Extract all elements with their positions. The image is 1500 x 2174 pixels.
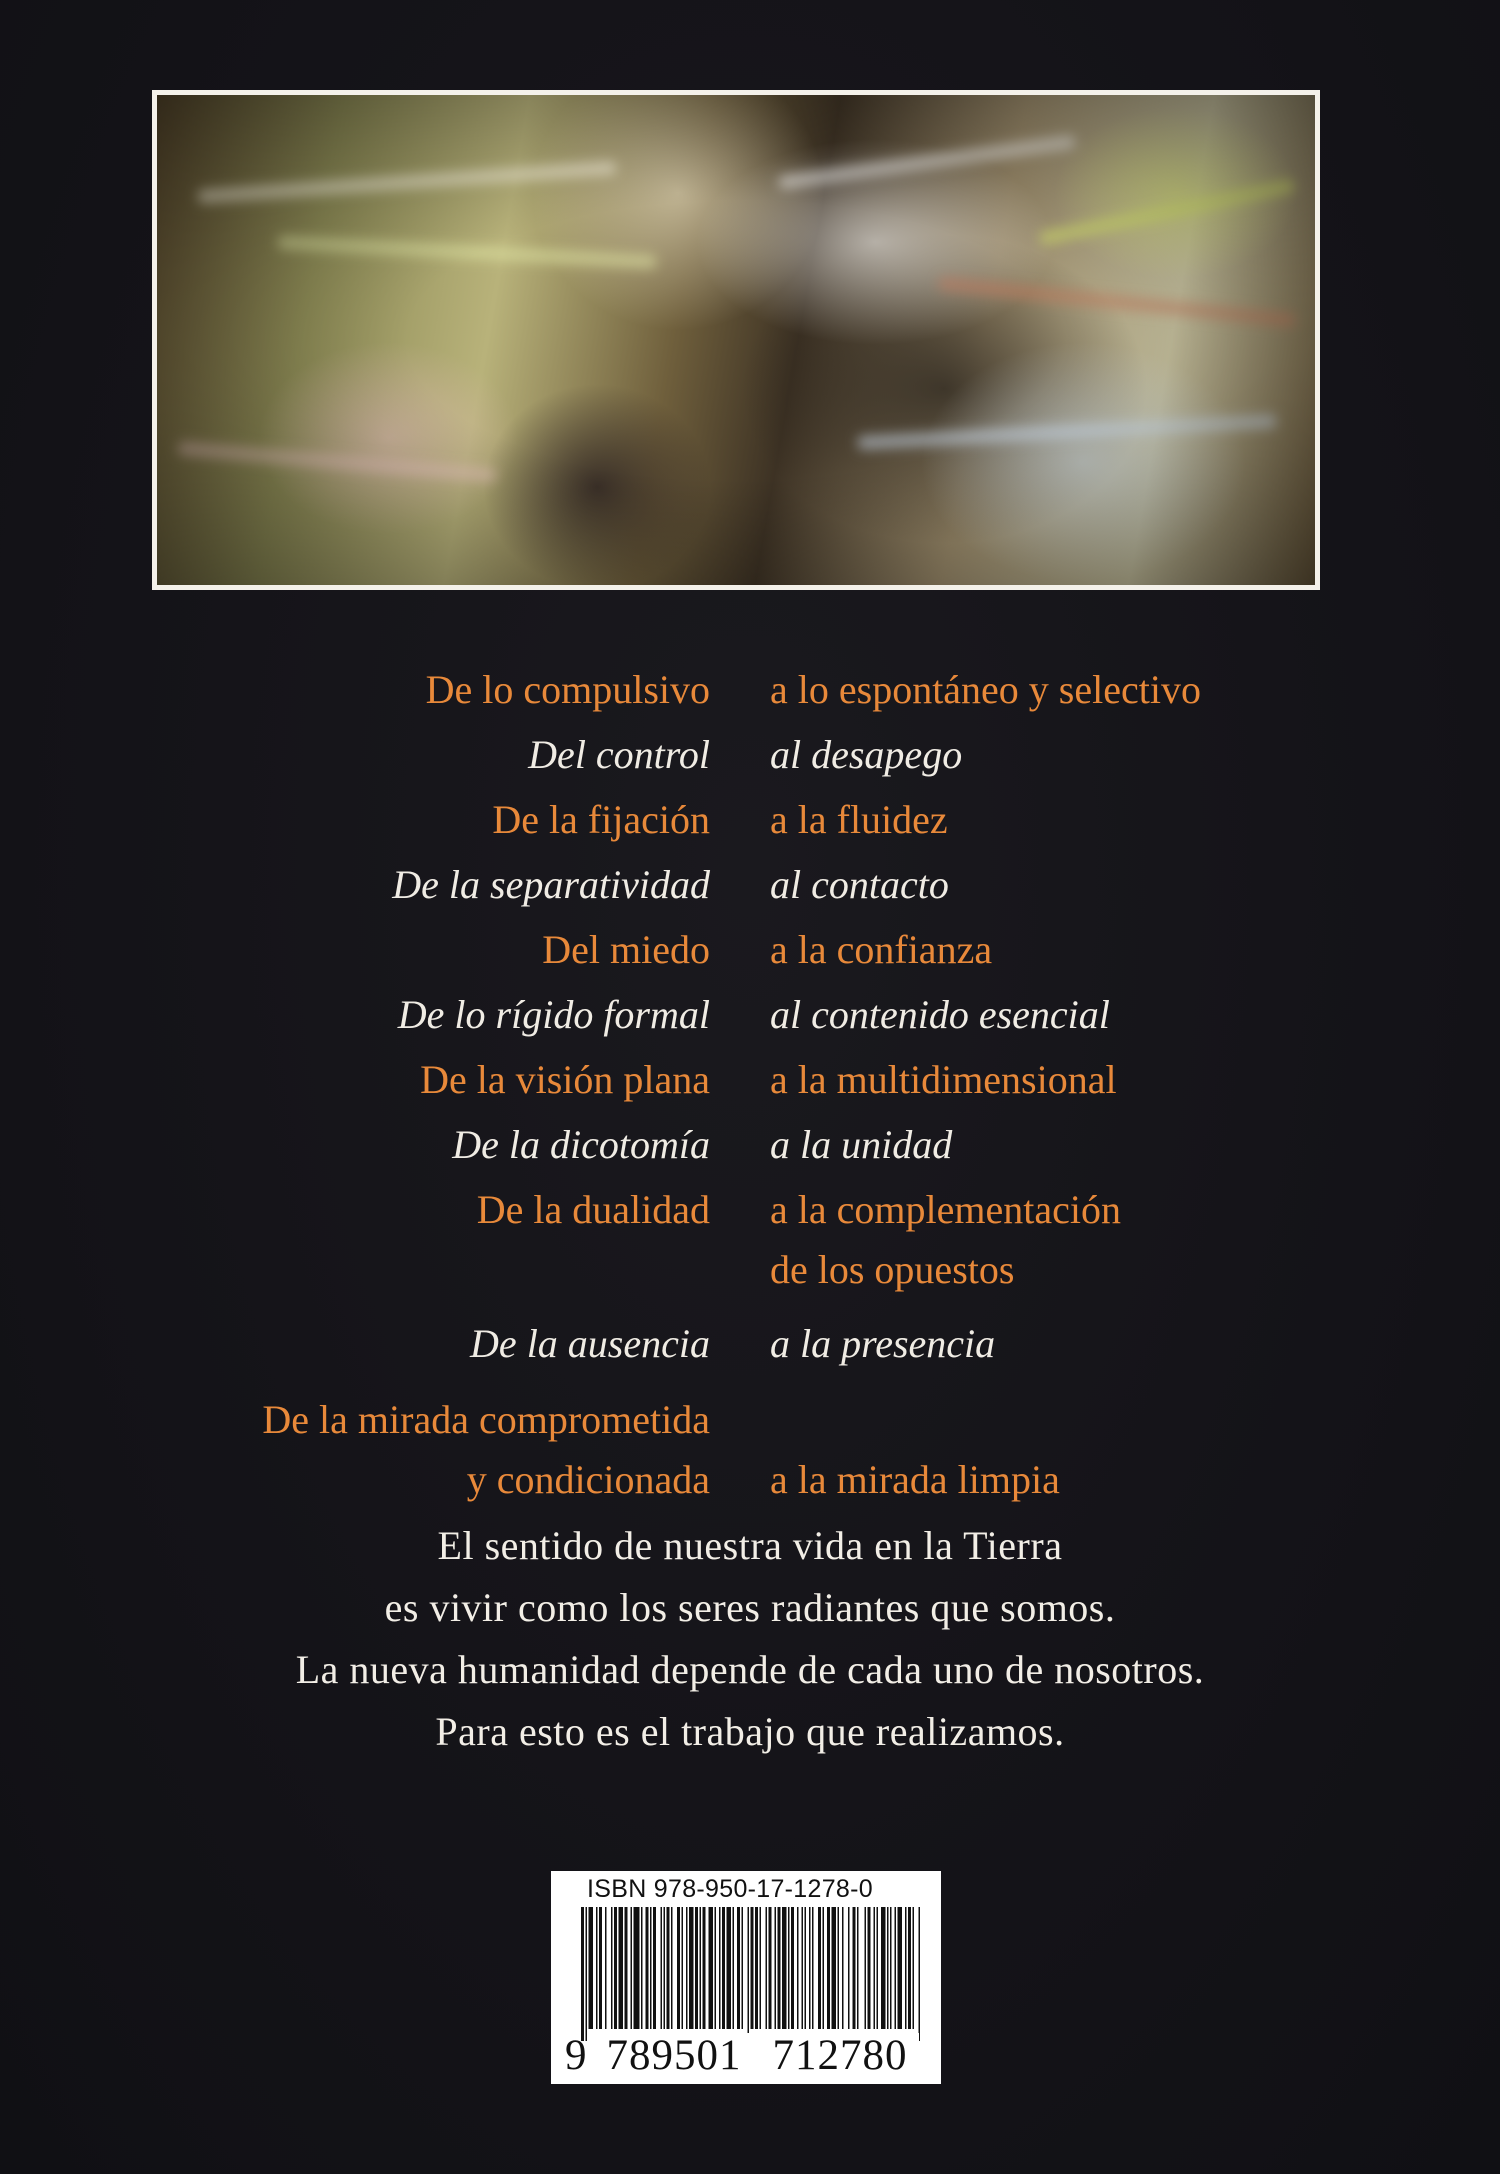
barcode-bar	[661, 1907, 663, 2029]
barcode-bar	[832, 1907, 837, 2029]
transformation-from: De lo compulsivo	[425, 667, 710, 712]
transformation-to	[770, 1115, 952, 1175]
barcode-bar	[842, 1907, 844, 2029]
transformation-from: De la dualidad	[476, 1187, 710, 1232]
barcode-bar	[913, 1907, 915, 2029]
transformation-to	[770, 1314, 995, 1374]
barcode-bar	[881, 1907, 886, 2029]
transformation-to	[770, 725, 962, 785]
barcode-bar	[686, 1907, 688, 2029]
transformation-to	[770, 1450, 1060, 1510]
barcode-bar	[667, 1907, 670, 2029]
barcode-bar	[689, 1907, 694, 2029]
barcode-bar	[715, 1907, 717, 2029]
barcode-digit-group: 789501	[595, 2033, 753, 2079]
transformation-to-line: al contacto	[770, 862, 949, 907]
barcode-bar	[722, 1907, 725, 2029]
barcode-bar	[664, 1907, 666, 2029]
transformation-to-line: al contenido esencial	[770, 992, 1110, 1037]
transformation-to-line: a la presencia	[770, 1321, 996, 1366]
barcode-bar	[671, 1907, 673, 2029]
barcode-bar	[769, 1907, 772, 2029]
barcode-bar	[853, 1907, 856, 2029]
barcode-bar	[677, 1907, 680, 2029]
barcode-bars	[563, 1907, 929, 2041]
barcode-bar	[641, 1907, 643, 2029]
transformation-from: De la dicotomía	[452, 1122, 710, 1167]
barcode-bar	[625, 1907, 628, 2029]
closing-line: Para esto es el trabajo que realizamos.	[435, 1709, 1065, 1754]
barcode-bar	[703, 1907, 706, 2029]
transformation-to	[770, 855, 949, 915]
transformation-to-line: a la unidad	[770, 1122, 953, 1167]
barcode-bar	[650, 1907, 652, 2029]
isbn-label: ISBN 978-950-17-1278-0	[587, 1875, 873, 1903]
transformation-to-line: a la complementación	[770, 1187, 1121, 1232]
barcode-bar	[605, 1907, 607, 2029]
barcode-bar	[812, 1907, 814, 2029]
photo-vignette	[157, 95, 1315, 585]
barcode-bar	[877, 1907, 879, 2029]
transformation-to-line: a la mirada limpia	[770, 1457, 1060, 1502]
barcode-bar	[778, 1907, 781, 2029]
transformation-to-line: a la fluidez	[770, 797, 948, 842]
barcode-bar	[890, 1907, 892, 2029]
transformation-to-line: al desapego	[770, 732, 963, 777]
barcode-bar	[809, 1907, 811, 2029]
transformation-from: Del control	[528, 732, 710, 777]
transformation-to	[770, 985, 1110, 1045]
barcode-bar	[797, 1907, 799, 2029]
barcode-bar	[682, 1907, 684, 2029]
barcode-bar	[719, 1907, 721, 2029]
barcode-bar	[755, 1907, 758, 2029]
barcode-bar	[646, 1907, 649, 2029]
barcode-bar	[634, 1907, 640, 2029]
barcode-bar	[857, 1907, 859, 2029]
transformation-from: Del miedo	[542, 927, 710, 972]
barcode-bar	[802, 1907, 804, 2029]
barcode-bar	[599, 1907, 602, 2029]
barcode-bar	[791, 1907, 794, 2029]
barcode-bar	[709, 1907, 714, 2029]
transformation-from: De la visión plana	[420, 1057, 710, 1102]
barcode-digit-group: 712780	[761, 2033, 919, 2079]
barcode-bar	[596, 1907, 598, 2029]
barcode-bar	[874, 1907, 876, 2029]
barcode-bar	[827, 1907, 830, 2029]
barcode-bar	[823, 1907, 825, 2029]
closing-paragraph	[0, 1515, 1500, 1763]
transformation-to	[770, 660, 1201, 720]
transformation-to	[770, 1180, 1121, 1300]
barcode-bar	[727, 1907, 732, 2029]
barcode-bar	[742, 1907, 744, 2029]
barcode-bar	[898, 1907, 903, 2029]
transformation-to	[770, 1050, 1117, 1110]
barcode-bar	[895, 1907, 897, 2029]
barcode-bar	[751, 1907, 754, 2029]
barcode-bar	[760, 1907, 762, 2029]
barcode-bar	[737, 1907, 740, 2029]
closing-line: El sentido de nuestra vida en la Tierra	[437, 1523, 1063, 1568]
isbn-barcode	[551, 1871, 941, 2084]
barcode-bar	[631, 1907, 633, 2029]
transformation-to-line: a la multidimensional	[770, 1057, 1117, 1102]
transformation-from: De la separatividad	[392, 862, 710, 907]
barcode-bar	[653, 1907, 656, 2029]
barcode-bar	[788, 1907, 790, 2029]
barcode-bar	[589, 1907, 594, 2029]
closing-line: es vivir como los seres radiantes que somos.	[384, 1585, 1116, 1630]
transformation-from-line: De la mirada comprometida	[262, 1397, 710, 1442]
barcode-bar	[848, 1907, 850, 2029]
barcode-bar	[700, 1907, 702, 2029]
barcode-bar	[766, 1907, 768, 2029]
transformation-to-line: de los opuestos	[770, 1247, 1015, 1292]
barcode-bar	[581, 1907, 584, 2041]
barcode-bar	[586, 1907, 588, 2041]
transformation-to-line: a lo espontáneo y selectivo	[770, 667, 1201, 712]
barcode-bar	[614, 1907, 617, 2029]
transformation-from-line: y condicionada	[466, 1457, 710, 1502]
transformation-from: De la ausencia	[470, 1321, 710, 1366]
barcode-digit-first: 9	[565, 2032, 588, 2079]
transformation-to	[770, 790, 948, 850]
transformation-from: De lo rígido formal	[397, 992, 710, 1037]
transformation-from: De la fijación	[492, 797, 710, 842]
cover-photo-frame	[152, 90, 1320, 590]
barcode-bar	[818, 1907, 821, 2029]
transformation-from	[262, 1390, 710, 1510]
barcode-bar	[782, 1907, 787, 2029]
barcode-bar	[733, 1907, 735, 2029]
cover-photo	[157, 95, 1315, 585]
barcode-bar	[887, 1907, 889, 2029]
barcode-bar	[805, 1907, 807, 2029]
barcode-bar	[748, 1907, 750, 2041]
barcode-bar	[908, 1907, 911, 2029]
barcode-bar	[775, 1907, 777, 2029]
barcode-bar	[611, 1907, 613, 2029]
barcode-bar	[919, 1907, 921, 2041]
barcode-bar	[905, 1907, 907, 2029]
transformation-to	[770, 920, 992, 980]
barcode-bar	[695, 1907, 698, 2029]
barcode-bar	[838, 1907, 840, 2029]
barcode-bar	[619, 1907, 624, 2029]
barcode-bar	[865, 1907, 867, 2029]
transformation-to-line: a la confianza	[770, 927, 993, 972]
closing-line: La nueva humanidad depende de cada uno de nosotros.	[295, 1647, 1205, 1692]
barcode-bar	[868, 1907, 871, 2029]
